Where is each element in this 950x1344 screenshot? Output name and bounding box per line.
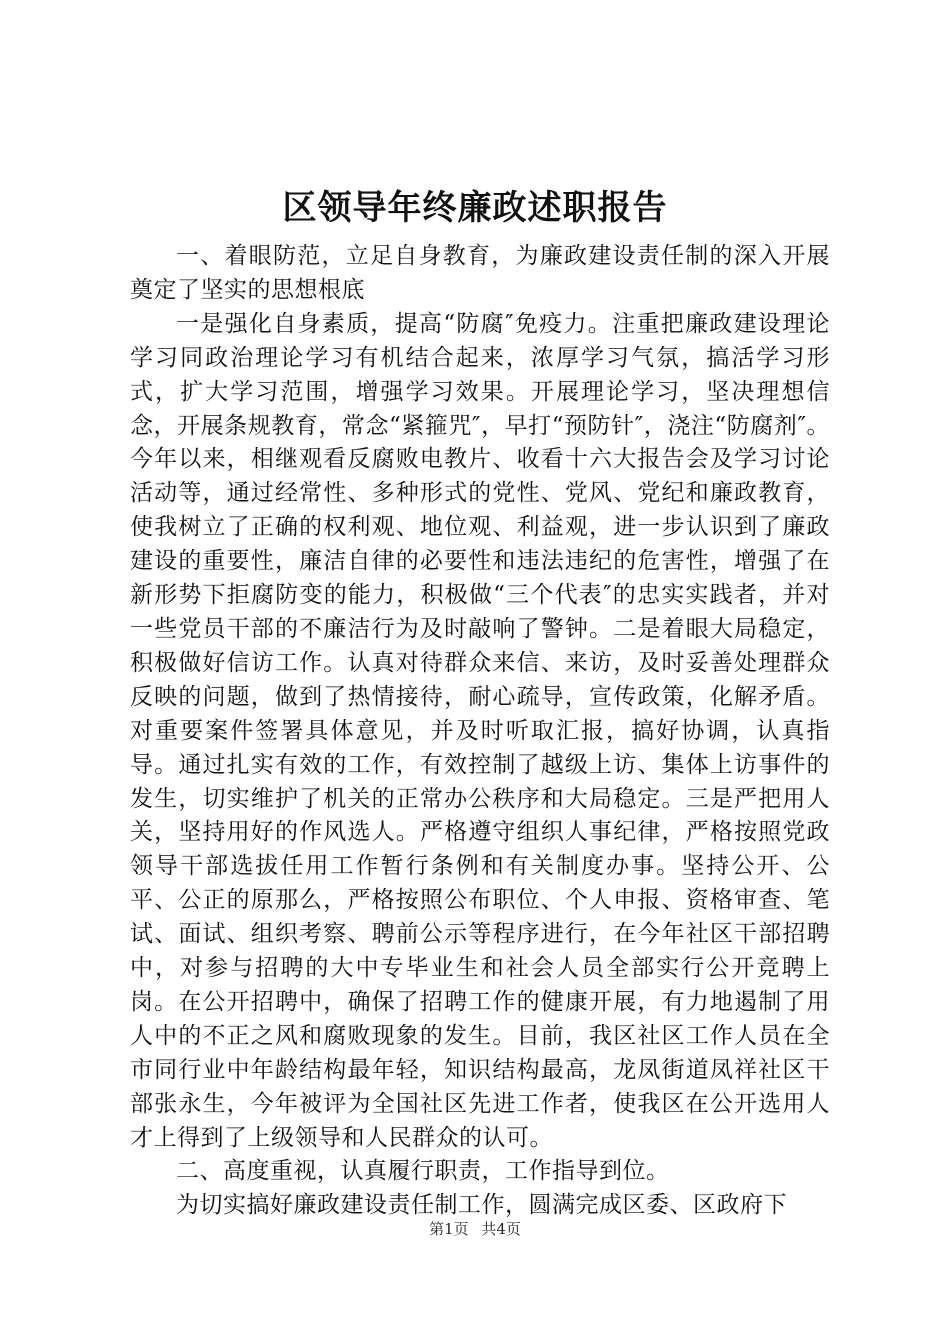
page-total: 共4页 [481, 1220, 521, 1238]
document-title: 区领导年终廉政述职报告 [282, 188, 668, 228]
page-number: 第1页 [429, 1220, 469, 1238]
page-footer [0, 1218, 950, 1240]
body-paragraph: 一是强化自身素质，提高“防腐″免疫力。注重把廉政建设理论学习同政治理论学习有机结合起来，浓厚学习气氛，搞活学习形式，扩大学习范围，增强学习效果。开展理论学习，坚决理想信念，开展条规教育，常念“紧箍咒″，早打“预防针″，浇注“防腐剂″。今年以来，相继观看反腐败电教片、收看十六大报告会及学习讨论活动等，通过经常性、多种形式的党性、党风、党纪和廉政教育，使我树立了正确的权利观、地位观、利益观，进一步认识到了廉政建设的重要性，廉洁自律的必要性和违法违纪的危害性，增强了在新形势下拒腐防变的能力，积极做“三个代表″的忠实实践者，并对一些党员干部的不廉洁行为及时敲响了警钟。二是着眼大局稳定，积极做好信访工作。认真对待群众来信、来访，及时妥善处理群众反映的问题，做到了热情接待，耐心疏导，宣传政策，化解矛盾。对重要案件签署具体意见，并及时听取汇报，搞好协调，认真指导。通过扎实有效的工作，有效控制了越级上访、集体上访事件的发生，切实维护了机关的正常办公秩序和大局稳定。三是严把用人关，坚持用好的作风选人。严格遵守组织人事纪律，严格按照党政领导干部选拔任用工作暂行条例和有关制度办事。坚持公开、公平、公正的原那么，严格按照公布职位、个人申报、资格审查、笔试、面试、组织考察、聘前公示等程序进行，在今年社区干部招聘中，对参与招聘的大中专毕业生和社会人员全部实行公开竞聘上岗。在公开招聘中，确保了招聘工作的健康开展，有力地遏制了用人中的不正之风和腐败现象的发生。目前，我区社区工作人员在全市同行业中年龄结构最年轻，知识结构最高，龙凤街道凤祥社区干部张永生，今年被评为全国社区先进工作者，使我区在公开选用人才上得到了上级领导和人民群众的认可。 [130, 310, 830, 1151]
section-heading-2: 二、高度重视，认真履行职责，工作指导到位。 [176, 1158, 670, 1185]
body-paragraph-continued: 为切实搞好廉政建设责任制工作，圆满完成区委、区政府下 [176, 1192, 787, 1219]
document-body [130, 240, 830, 1223]
section-heading-1: 一、着眼防范，立足自身教育，为廉政建设责任制的深入开展奠定了坚实的思想根底 [130, 243, 830, 303]
